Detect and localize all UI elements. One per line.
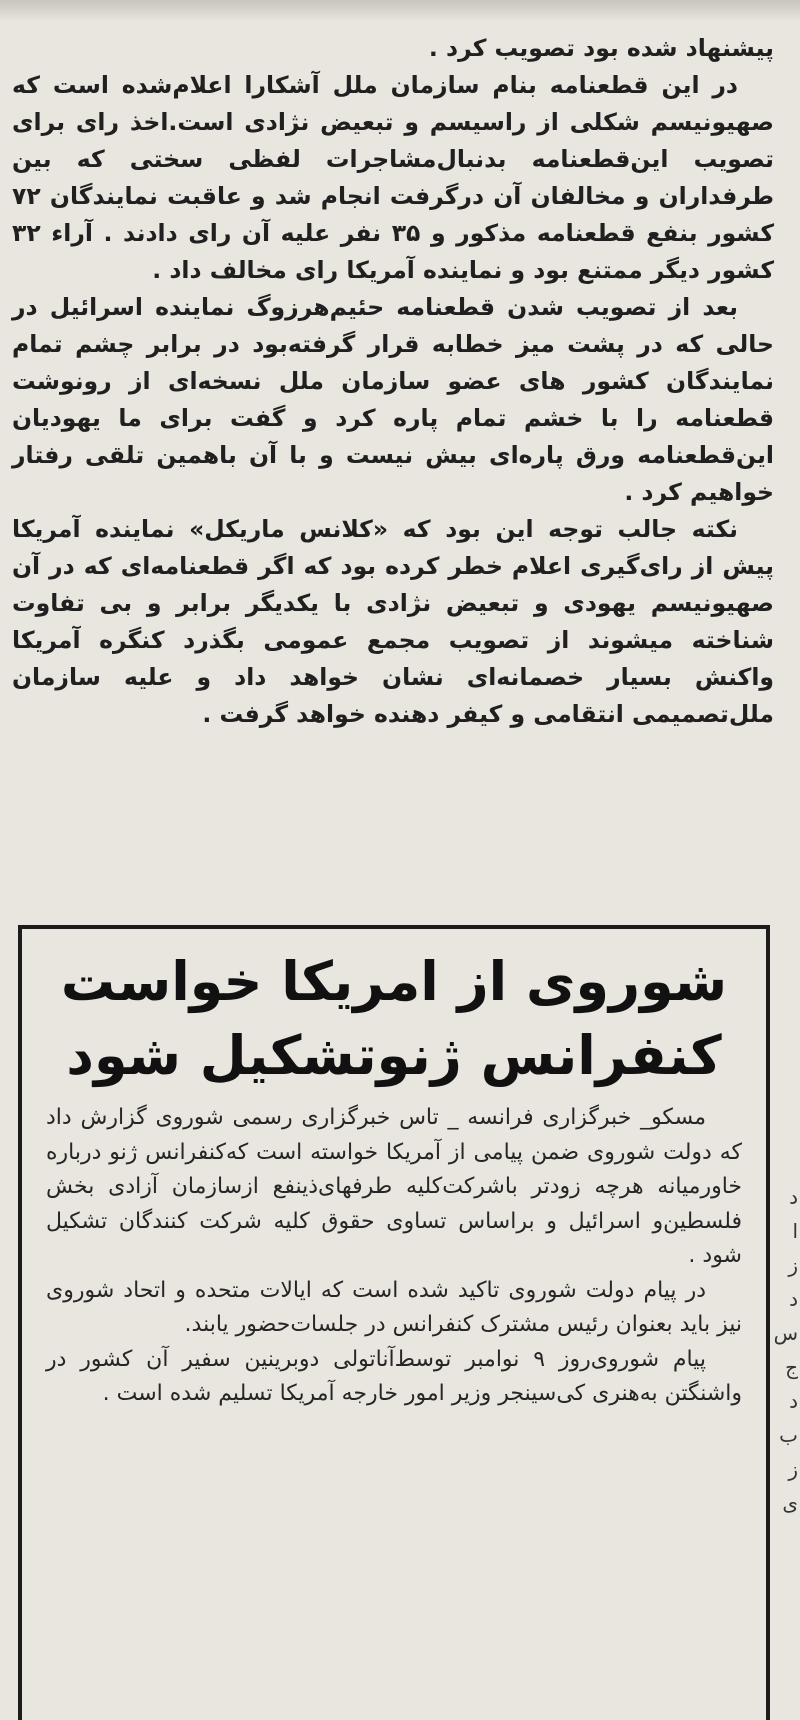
article-top [12, 30, 774, 733]
edge-glyph: د [789, 1185, 798, 1209]
adjacent-column-edge [773, 1180, 798, 1520]
article-paragraph: نکته جالب توجه این بود که «کلانس ماریکل» نماینده آمریکا پیش از رای‌گیری اعلام خطر کرده بود که اگر قطعنامه‌ای که در آن صهیونیسم یهودی و تبعیض نژادی با یکدیگر برابر و بی تفاوت شناخته میشوند از تصویب مجمع عمومی بگذرد کنگره آمریکا واکنش بسیار خصمانه‌ای نشان خواهد داد و علیه سازمان ملل‌تصمیمی انتقامی و کیفر دهنده خواهد گرفت . [12, 515, 774, 728]
edge-glyph: ز [788, 1253, 798, 1277]
edge-glyph: ب [779, 1423, 798, 1447]
edge-glyph: ج [785, 1355, 798, 1379]
edge-glyph: ی [782, 1491, 798, 1515]
headline-line-1: شوروی از امریکا خواست [60, 950, 728, 1013]
boxed-paragraph: در پیام دولت شوروی تاکید شده است که ایالات متحده و اتحاد شوروی نیز باید بعنوان رئیس مشترک کنفرانس در جلسات‌حضور یابند. [46, 1277, 742, 1337]
edge-glyph: د [789, 1287, 798, 1311]
article-paragraph: بعد از تصویب شدن قطعنامه حئیم‌هرزوگ نماینده اسرائیل در حالی که در پشت میز خطابه قرار گرفته‌بود در برابر چشم تمام نمایندگان کشور های عضو سازمان ملل نسخه‌ای از رونوشت قطعنامه را با خشم تمام پاره کرد و گفت برای ما یهودیان این‌قطعنامه ورق پاره‌ای بیش نیست و با آن باهمین تلقی رفتار خواهیم کرد . [12, 293, 774, 506]
boxed-body [46, 1101, 742, 1412]
article-paragraph: در این قطعنامه بنام سازمان ملل آشکارا اعلام‌شده است که صهیونیسم شکلی از راسیسم و تبعیض نژادی است.اخذ رای برای تصویب این‌قطعنامه بدنبال‌مشاجرات لفظی سختی که بین طرفداران و مخالفان آن درگرفت انجام شد و عاقبت نمایندگان ۷۲ کشور بنفع قطعنامه مذکور و ۳۵ نفر علیه آن رای دادند . آراء ۳۲ کشور دیگر ممتنع بود و نماینده آمریکا رای مخالف داد . [12, 71, 774, 284]
scan-edge [0, 0, 800, 22]
edge-glyph: ا [792, 1219, 798, 1243]
edge-glyph: س [773, 1321, 798, 1345]
headline-line-2: کنفرانس ژنوتشکیل شود [66, 1024, 722, 1087]
boxed-paragraph: مسکو_ خبرگزاری فرانسه _ تاس خبرگزاری رسمی شوروی گزارش داد که دولت شوروی ضمن پیامی از آمریکا خواسته است کەکنفرانس ژنو درباره خاورمیانه هرچه زودتر باشرکت‌کلیه طرفهای‌ذینفع ازسازمان آزادی بخش فلسطین‌و اسرائیل و براساس تساوی حقوق کلیه شرکت کنندگان تشکیل شود . [46, 1105, 742, 1268]
boxed-paragraph: پیام شوروی‌روز ۹ نوامبر توسط‌آناتولی دوبرینین سفیر آن کشور در واشنگتن بەهنری کی‌سینجر وزیر امور خارجه آمریکا تسلیم شده است . [46, 1346, 742, 1406]
boxed-article [18, 925, 770, 1720]
edge-glyph: د [789, 1389, 798, 1413]
boxed-headline [22, 945, 766, 1093]
edge-glyph: ز [788, 1457, 798, 1481]
article-paragraph: پیشنهاد شده بود تصویب کرد . [428, 34, 774, 62]
